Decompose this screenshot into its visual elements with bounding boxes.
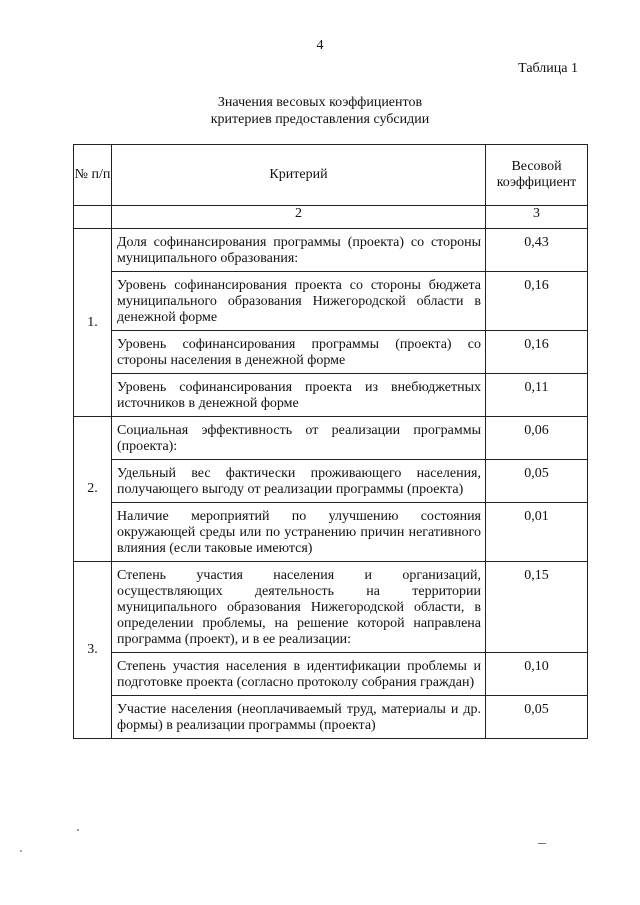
weight-cell: 0,16: [486, 331, 588, 374]
criterion-cell: Удельный вес фактически проживающего населения, получающего выгоду от реализации программы (проекта): [112, 460, 486, 503]
table-header-row: [74, 145, 588, 206]
group-number: 2.: [74, 417, 112, 562]
criterion-cell: Наличие мероприятий по улучшению состояния окружающей среды или по устранению причин негативного влияния (если таковые имеются): [112, 503, 486, 562]
group-number: 1.: [74, 229, 112, 417]
weight-cell: 0,11: [486, 374, 588, 417]
column-number-2: 2: [112, 206, 486, 229]
criterion-cell: Уровень софинансирования проекта из внебюджетных источников в денежной форме: [112, 374, 486, 417]
page-number: 4: [316, 38, 324, 53]
table-row: [74, 460, 588, 503]
weight-cell: 0,01: [486, 503, 588, 562]
table-title-line-1: Значения весовых коэффициентов: [217, 95, 423, 110]
scan-mark: [538, 843, 546, 844]
weight-cell: 0,10: [486, 653, 588, 696]
column-number-3: 3: [486, 206, 588, 229]
weight-cell: 0,43: [486, 229, 588, 272]
criterion-cell: Уровень софинансирования программы (проекта) со стороны населения в денежной форме: [112, 331, 486, 374]
table-row: [74, 417, 588, 460]
table-title: [0, 94, 640, 128]
weight-cell: 0,06: [486, 417, 588, 460]
criteria-table: [73, 144, 588, 739]
criterion-cell: Участие населения (неоплачиваемый труд, материалы и др. формы) в реализации программы (проекта): [112, 696, 486, 739]
table-row: [74, 374, 588, 417]
group-number: 3.: [74, 562, 112, 739]
weight-cell: 0,16: [486, 272, 588, 331]
header-criterion: Критерий: [112, 145, 486, 206]
table-row: [74, 229, 588, 272]
table-row: [74, 653, 588, 696]
criterion-cell: Степень участия населения в идентификации проблемы и подготовке проекта (согласно протоколу собрания граждан): [112, 653, 486, 696]
table-row: [74, 331, 588, 374]
table-row: [74, 696, 588, 739]
weight-cell: 0,05: [486, 460, 588, 503]
criterion-cell: Уровень софинансирования проекта со стороны бюджета муниципального образования Нижегородской области в денежной форме: [112, 272, 486, 331]
table-row: [74, 272, 588, 331]
column-number-row: [74, 206, 588, 229]
criterion-cell: Степень участия населения и организаций, осуществляющих деятельность на территории муниципального образования Нижегородской области, в определении проблемы, на решение которой направлена программа (проект), и в ее реализации:: [112, 562, 486, 653]
table-label: Таблица 1: [518, 61, 578, 76]
criterion-cell: Социальная эффективность от реализации программы (проекта):: [112, 417, 486, 460]
weight-cell: 0,15: [486, 562, 588, 653]
column-number-1: [74, 206, 112, 229]
table-row: [74, 562, 588, 653]
scan-speck: [77, 829, 79, 831]
weight-cell: 0,05: [486, 696, 588, 739]
table-row: [74, 503, 588, 562]
table-title-line-2: критериев предоставления субсидии: [210, 112, 430, 127]
header-weight: Весовой коэффициент: [486, 145, 588, 206]
scan-speck: [20, 850, 22, 852]
header-num: № п/п: [74, 145, 112, 206]
criterion-cell: Доля софинансирования программы (проекта) со стороны муниципального образования:: [112, 229, 486, 272]
